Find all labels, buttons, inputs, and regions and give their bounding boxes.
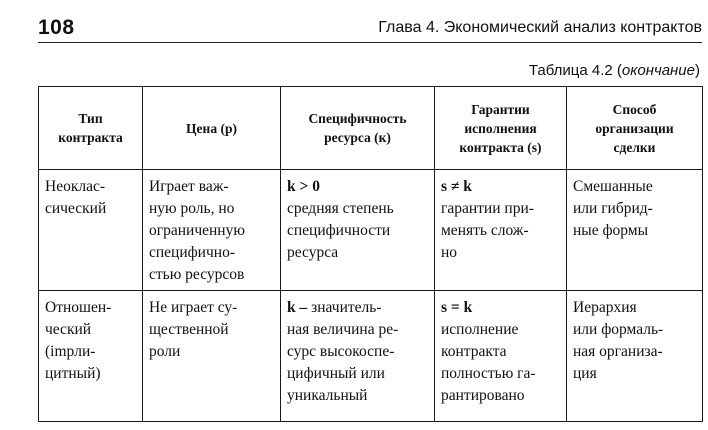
cell-price: Играет важ- ную роль, но ограниченную специфично- стью ресурсов: [143, 170, 281, 291]
header-row: [39, 87, 703, 170]
header-deal-organization: Способ организации сделки: [567, 87, 703, 170]
header-resource-specificity: Специфичность ресурса (к): [281, 87, 435, 170]
cell-price: Не играет су- щественной роли: [143, 291, 281, 422]
table-caption: [529, 62, 700, 79]
header-contract-guarantees: Гарантии исполнения контракта (s): [435, 87, 567, 170]
page-header: [38, 14, 702, 42]
header-divider: [38, 42, 702, 43]
chapter-title: Глава 4. Экономический анализ контрактов: [378, 19, 702, 36]
header-contract-type: Тип контракта: [39, 87, 143, 170]
cell-organization: Иерархия или формаль- ная организа- ция: [567, 291, 703, 422]
caption-continuation: окончание: [621, 62, 695, 79]
cell-guarantee: s ≠ k гарантии при- менять слож- но: [435, 170, 567, 291]
page-number: 108: [38, 16, 75, 39]
caption-close: ): [695, 62, 700, 79]
caption-label: Таблица 4.2 (: [528, 62, 622, 79]
contracts-table: [38, 86, 703, 422]
table-row: [39, 170, 703, 291]
cell-specificity: k – значитель- ная величина ре- сурс высокоспе- цифичный или уникальный: [281, 291, 435, 422]
guarantee-formula: s ≠ k: [441, 178, 472, 195]
specificity-formula: k –: [287, 299, 308, 316]
cell-organization: Смешанные или гибрид- ные формы: [567, 170, 703, 291]
cell-contract-type: Неоклас- сический: [39, 170, 143, 291]
header-price: Цена (р): [143, 87, 281, 170]
specificity-formula: k > 0: [287, 178, 320, 195]
cell-specificity: k > 0 средняя степень специфичности ресурса: [281, 170, 435, 291]
table-row: [39, 291, 703, 422]
guarantee-formula: s = k: [441, 299, 473, 316]
cell-guarantee: s = k исполнение контракта полностью га- рантировано: [435, 291, 567, 422]
cell-contract-type: Отношен- ческий (impли- цитный): [39, 291, 143, 422]
